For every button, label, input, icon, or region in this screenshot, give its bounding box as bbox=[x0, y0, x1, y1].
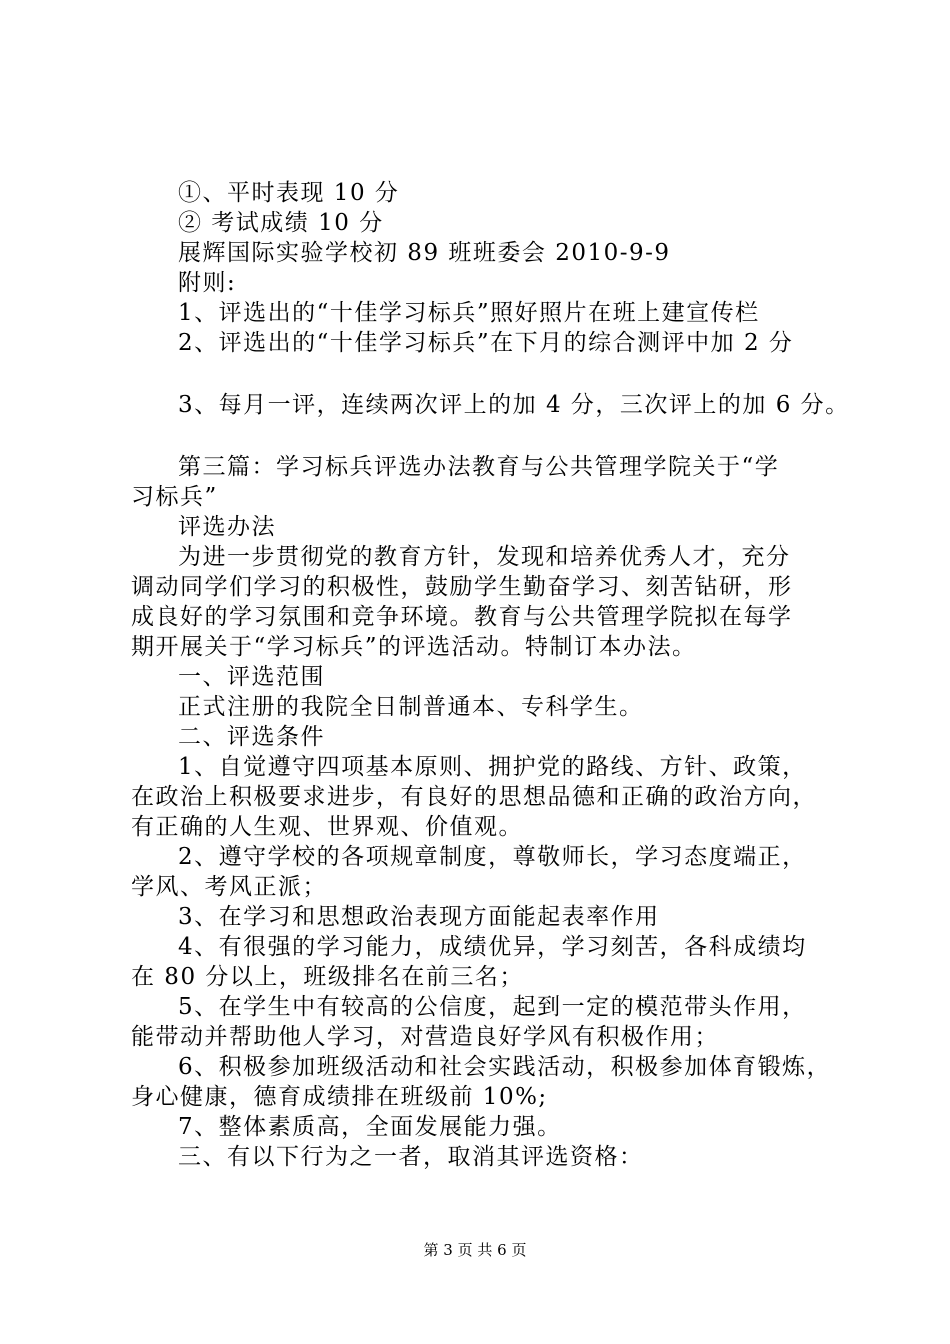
text-line: 1、评选出的“十佳学习标兵”照好照片在班上建宣传栏 bbox=[178, 300, 760, 326]
text-line: 3、在学习和思想政治表现方面能起表率作用 bbox=[178, 904, 660, 930]
page-footer: 第 3 页 共 6 页 bbox=[423, 1241, 527, 1259]
text-line: 能带动并帮助他人学习，对营造良好学风有积极作用； bbox=[131, 1024, 719, 1050]
text-line: 一、评选范围 bbox=[178, 664, 325, 690]
text-line: 有正确的人生观、世界观、价值观。 bbox=[131, 814, 523, 840]
text-line: 期开展关于“学习标兵”的评选活动。特制订本办法。 bbox=[131, 634, 697, 660]
text-line: 3、每月一评，连续两次评上的加 4 分，三次评上的加 6 分。 bbox=[178, 392, 850, 418]
text-line: 6、积极参加班级活动和社会实践活动，积极参加体育锻炼， bbox=[178, 1054, 832, 1080]
text-line: 为进一步贯彻党的教育方针，发现和培养优秀人才，充分 bbox=[178, 544, 791, 570]
text-line: 身心健康，德育成绩排在班级前 10%; bbox=[131, 1084, 548, 1110]
text-line: 二、评选条件 bbox=[178, 724, 325, 750]
section-heading: 第三篇：学习标兵评选办法教育与公共管理学院关于“学 bbox=[178, 454, 780, 480]
text-line: 学风、考风正派； bbox=[131, 874, 327, 900]
text-line: 在政治上积极要求进步，有良好的思想品德和正确的政治方向， bbox=[131, 784, 817, 810]
text-line: 三、有以下行为之一者，取消其评选资格： bbox=[178, 1144, 644, 1170]
text-line: 成良好的学习氛围和竞争环境。教育与公共管理学院拟在每学 bbox=[131, 604, 793, 630]
text-line: 2、评选出的“十佳学习标兵”在下月的综合测评中加 2 分 bbox=[178, 330, 794, 356]
text-line: 4、有很强的学习能力，成绩优异，学习刻苦，各科成绩均 bbox=[178, 934, 807, 960]
text-line: 正式注册的我院全日制普通本、专科学生。 bbox=[178, 694, 644, 720]
text-line: 展辉国际实验学校初 89 班班委会 2010-9-9 bbox=[178, 240, 671, 266]
text-line: ①、平时表现 10 分 bbox=[178, 180, 400, 206]
text-line: 2、遵守学校的各项规章制度，尊敬师长，学习态度端正， bbox=[178, 844, 807, 870]
text-line: 附则: bbox=[178, 270, 237, 296]
text-line: ② 考试成绩 10 分 bbox=[178, 210, 384, 236]
text-line: 调动同学们学习的积极性，鼓励学生勤奋学习、刻苦钻研，形 bbox=[131, 574, 793, 600]
text-line: 7、整体素质高，全面发展能力强。 bbox=[178, 1114, 562, 1140]
text-line: 5、在学生中有较高的公信度，起到一定的模范带头作用， bbox=[178, 994, 807, 1020]
text-line: 在 80 分以上，班级排名在前三名； bbox=[131, 964, 524, 990]
text-line: 1、自觉遵守四项基本原则、拥护党的路线、方针、政策， bbox=[178, 754, 807, 780]
text-line: 评选办法 bbox=[178, 514, 276, 540]
section-heading: 习标兵” bbox=[131, 484, 218, 510]
